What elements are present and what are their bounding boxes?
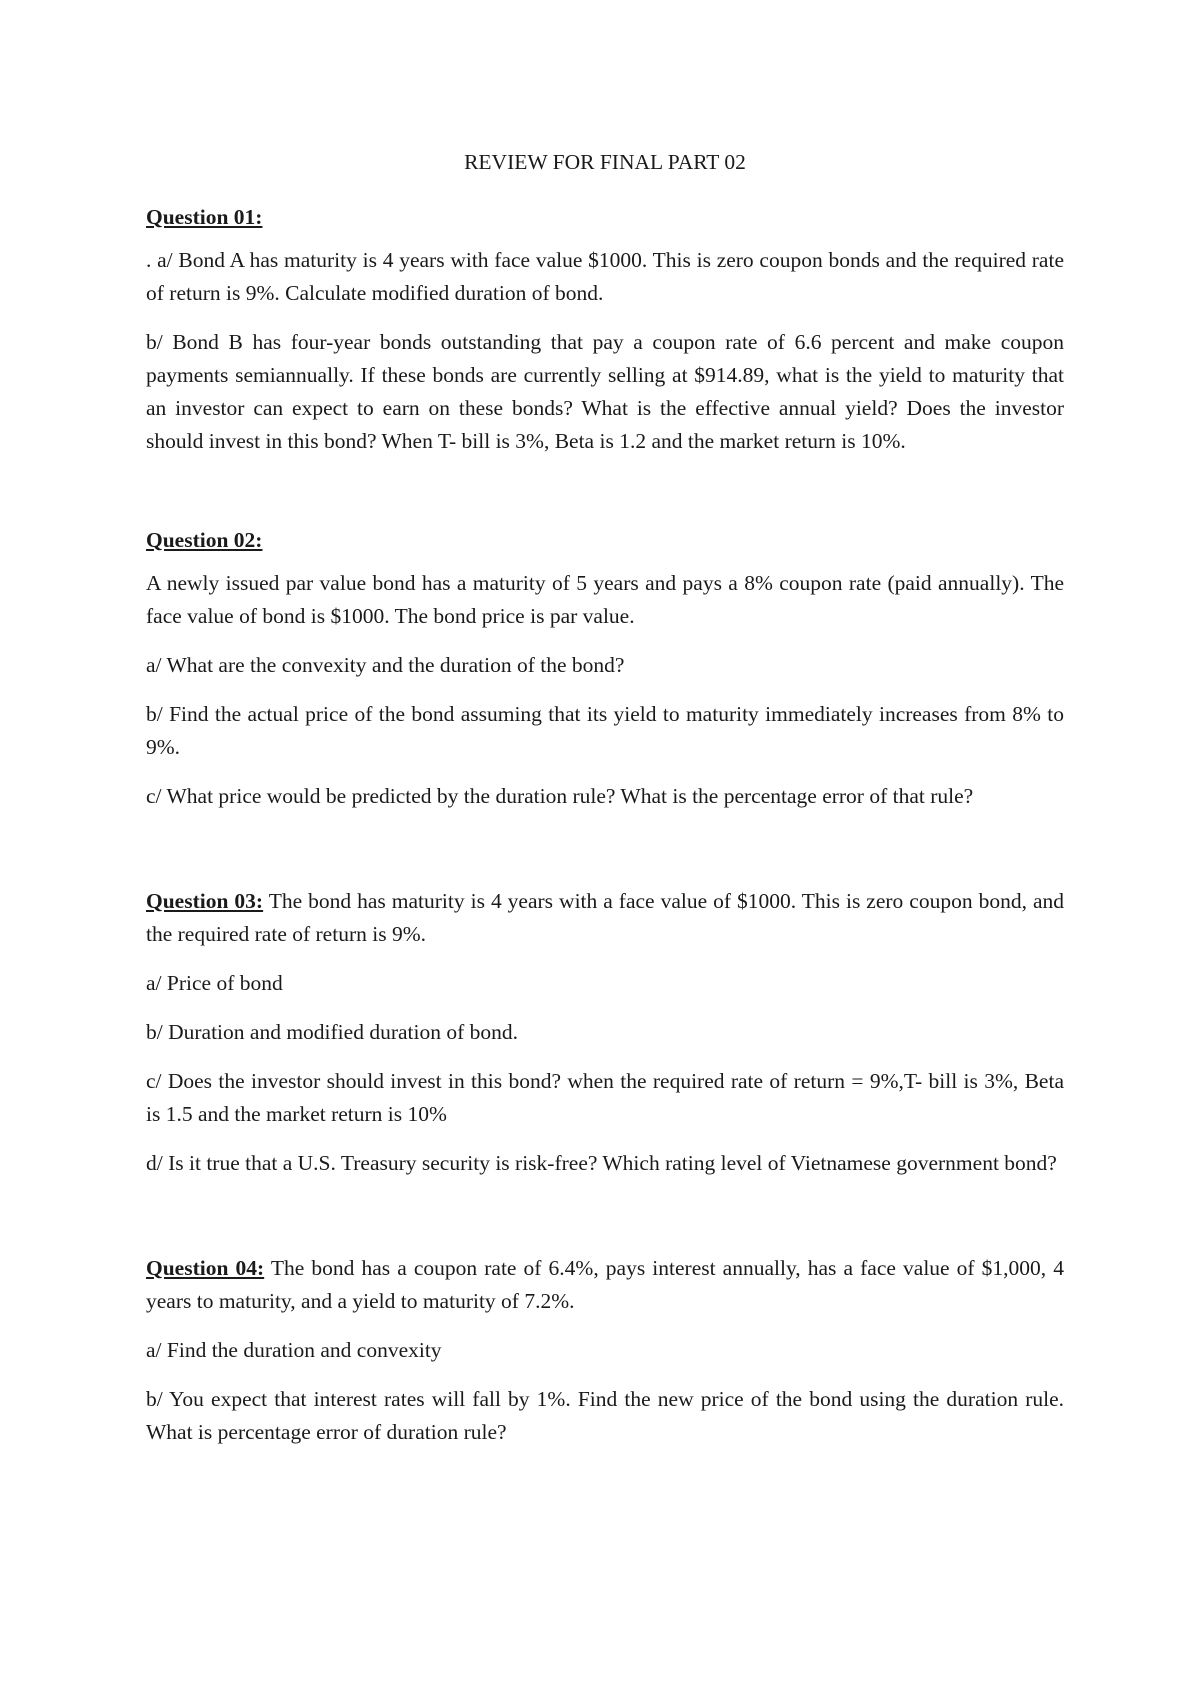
question-04-part-a: a/ Find the duration and convexity bbox=[146, 1338, 442, 1362]
question-02-intro: A newly issued par value bond has a maturity of 5 years and pays a 8% coupon rate (paid annually). The face value of bond is $1000. The bond price is par value. bbox=[146, 571, 1064, 628]
question-03-part-a: a/ Price of bond bbox=[146, 971, 283, 995]
question-04-intro: The bond has a coupon rate of 6.4%, pays interest annually, has a face value of $1,000, 4 years to maturity, and a yield to maturity of 7.2%. bbox=[146, 1256, 1065, 1313]
question-02-heading: Question 02: bbox=[146, 528, 263, 552]
question-03-intro-line bbox=[146, 885, 1064, 951]
question-03-part-b: b/ Duration and modified duration of bond. bbox=[146, 1020, 518, 1044]
question-02-part-a: a/ What are the convexity and the duration of the bond? bbox=[146, 653, 625, 677]
section-spacer bbox=[146, 1196, 1064, 1252]
question-04-intro-line bbox=[146, 1252, 1064, 1318]
question-03-part-d: d/ Is it true that a U.S. Treasury security is risk-free? Which rating level of Vietnamese government bond? bbox=[146, 1151, 1057, 1175]
question-01-heading: Question 01: bbox=[146, 205, 263, 229]
page-title: REVIEW FOR FINAL PART 02 bbox=[464, 150, 746, 174]
question-02-heading-line bbox=[146, 524, 1064, 557]
question-01-heading-line bbox=[146, 201, 1064, 234]
question-03-heading: Question 03: bbox=[146, 889, 264, 913]
section-spacer bbox=[146, 474, 1064, 524]
question-03-part-c: c/ Does the investor should invest in this bond? when the required rate of return = 9%,T- bill is 3%, Beta is 1.5 and the market return is 10% bbox=[146, 1069, 1064, 1126]
question-01-part-a: . a/ Bond A has maturity is 4 years with face value $1000. This is zero coupon bonds and the required rate of return is 9%. Calculate modified duration of bond. bbox=[146, 248, 1064, 305]
question-04-heading: Question 04: bbox=[146, 1256, 265, 1280]
question-01-part-b: b/ Bond B has four-year bonds outstanding that pay a coupon rate of 6.6 percent and make coupon payments semiannually. If these bonds are currently selling at $914.89, what is the yield to maturity that an investor can expect to earn on these bonds? What is the effective annual yield? Does the investor should invest in this bond? When T- bill is 3%, Beta is 1.2 and the market return is 10%. bbox=[146, 330, 1064, 453]
question-02-part-b: b/ Find the actual price of the bond assuming that its yield to maturity immediately increases from 8% to 9%. bbox=[146, 702, 1064, 759]
document-page bbox=[146, 146, 1064, 1465]
question-03-intro: The bond has maturity is 4 years with a face value of $1000. This is zero coupon bond, and the required rate of return is 9%. bbox=[146, 889, 1064, 946]
section-spacer bbox=[146, 829, 1064, 885]
question-02-part-c: c/ What price would be predicted by the duration rule? What is the percentage error of that rule? bbox=[146, 784, 974, 808]
question-04-part-b: b/ You expect that interest rates will fall by 1%. Find the new price of the bond using the duration rule. What is percentage error of duration rule? bbox=[146, 1387, 1064, 1444]
